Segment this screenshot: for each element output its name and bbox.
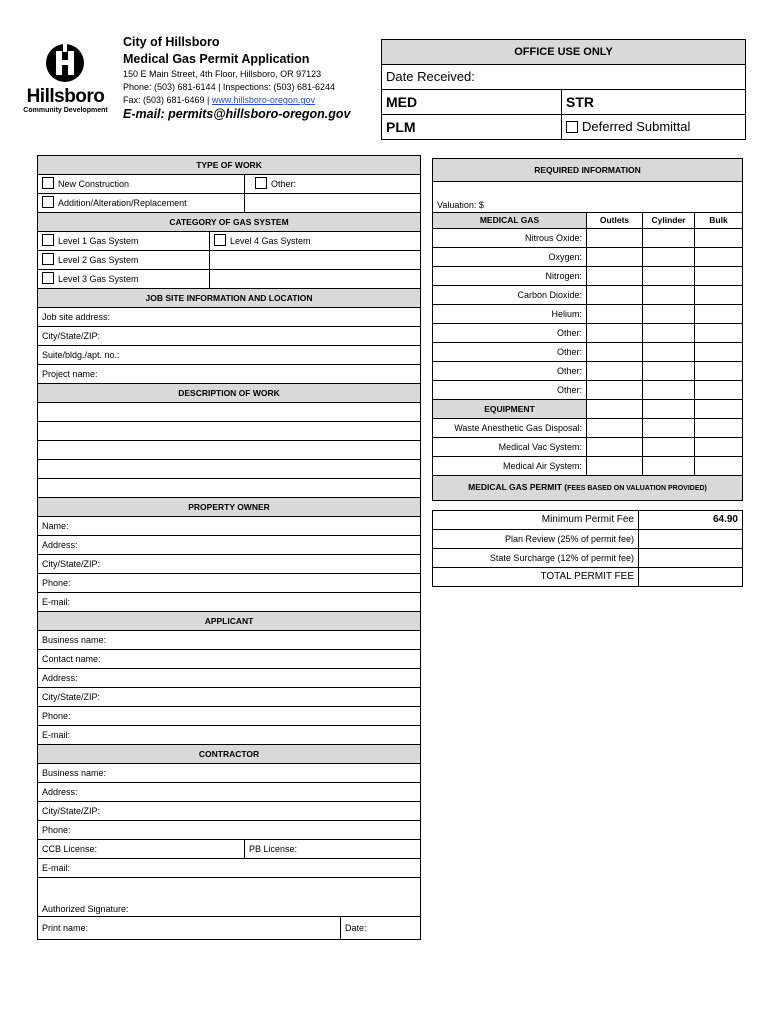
outlets-input[interactable] bbox=[587, 324, 643, 343]
bulk-input[interactable] bbox=[695, 457, 743, 476]
owner-name-field[interactable]: Name: bbox=[38, 517, 421, 536]
cylinder-input[interactable] bbox=[643, 286, 695, 305]
deferred-checkbox[interactable] bbox=[566, 121, 578, 133]
description-line[interactable] bbox=[38, 422, 421, 441]
addition-option[interactable] bbox=[38, 194, 245, 213]
type-of-work-title: TYPE OF WORK bbox=[38, 156, 421, 175]
outlets-input[interactable] bbox=[587, 248, 643, 267]
plan-review-label: Plan Review (25% of permit fee) bbox=[433, 530, 639, 549]
office-use-title: OFFICE USE ONLY bbox=[382, 40, 746, 65]
org-name: City of Hillsboro bbox=[123, 35, 220, 49]
outlets-input[interactable] bbox=[587, 305, 643, 324]
logo-subtitle: Community Development bbox=[23, 107, 108, 114]
plm-field[interactable]: PLM bbox=[382, 115, 562, 140]
bulk-input[interactable] bbox=[695, 419, 743, 438]
cylinder-input[interactable] bbox=[643, 343, 695, 362]
gas-nitrous-oxide-label: Nitrous Oxide: bbox=[433, 229, 587, 248]
print-name-field[interactable]: Print name: bbox=[38, 917, 341, 940]
applicant-email-field[interactable]: E-mail: bbox=[38, 726, 421, 745]
header-text bbox=[123, 34, 378, 121]
medical-gas-header: MEDICAL GAS bbox=[433, 213, 587, 229]
other-option[interactable] bbox=[245, 175, 421, 194]
permit-title-note: FEES BASED ON VALUATION PROVIDED) bbox=[567, 485, 707, 492]
outlets-input[interactable] bbox=[587, 343, 643, 362]
cylinder-header: Cylinder bbox=[643, 213, 695, 229]
contractor-business-field[interactable]: Business name: bbox=[38, 764, 421, 783]
med-field[interactable]: MED bbox=[382, 90, 562, 115]
applicant-city-field[interactable]: City/State/ZIP: bbox=[38, 688, 421, 707]
signature-field[interactable] bbox=[38, 878, 421, 917]
job-site-title: JOB SITE INFORMATION AND LOCATION bbox=[38, 289, 421, 308]
contractor-email-field[interactable]: E-mail: bbox=[38, 859, 421, 878]
deferred-label: Deferred Submittal bbox=[582, 119, 691, 134]
addition-checkbox[interactable] bbox=[42, 196, 54, 208]
cylinder-input[interactable] bbox=[643, 324, 695, 343]
ccb-license-field[interactable]: CCB License: bbox=[38, 840, 245, 859]
owner-address-field[interactable]: Address: bbox=[38, 536, 421, 555]
equipment-wagd-label: Waste Anesthetic Gas Disposal: bbox=[433, 419, 587, 438]
cylinder-input[interactable] bbox=[643, 305, 695, 324]
bulk-input[interactable] bbox=[695, 267, 743, 286]
description-line[interactable] bbox=[38, 460, 421, 479]
cylinder-input[interactable] bbox=[643, 267, 695, 286]
applicant-title: APPLICANT bbox=[38, 612, 421, 631]
fax-line bbox=[123, 94, 378, 107]
bulk-input[interactable] bbox=[695, 286, 743, 305]
category-title: CATEGORY OF GAS SYSTEM bbox=[38, 213, 421, 232]
gas-nitrogen-label: Nitrogen: bbox=[433, 267, 587, 286]
equipment-header: EQUIPMENT bbox=[433, 400, 587, 419]
level2-checkbox[interactable] bbox=[42, 253, 54, 265]
level1-checkbox[interactable] bbox=[42, 234, 54, 246]
outlets-input[interactable] bbox=[587, 419, 643, 438]
outlets-input[interactable] bbox=[587, 457, 643, 476]
gas-other-label: Other: bbox=[433, 381, 587, 400]
total-fee-label: TOTAL PERMIT FEE bbox=[433, 568, 639, 587]
blank-cell bbox=[643, 400, 695, 419]
cylinder-input[interactable] bbox=[643, 362, 695, 381]
gas-other-label: Other: bbox=[433, 324, 587, 343]
applicant-phone-field[interactable]: Phone: bbox=[38, 707, 421, 726]
date-received-field[interactable]: Date Received: bbox=[382, 65, 746, 90]
hillsboro-logo-icon bbox=[18, 42, 113, 87]
description-line[interactable] bbox=[38, 403, 421, 422]
blank-cell bbox=[210, 251, 421, 270]
min-fee-value: 64.90 bbox=[639, 511, 743, 530]
plan-review-value[interactable] bbox=[639, 530, 743, 549]
outlets-input[interactable] bbox=[587, 381, 643, 400]
bulk-input[interactable] bbox=[695, 229, 743, 248]
fee-table bbox=[432, 510, 743, 587]
applicant-business-field[interactable]: Business name: bbox=[38, 631, 421, 650]
bulk-input[interactable] bbox=[695, 438, 743, 457]
new-construction-label: New Construction bbox=[58, 179, 130, 189]
email: E-mail: permits@hillsboro-oregon.gov bbox=[123, 107, 351, 121]
new-construction-option[interactable] bbox=[38, 175, 245, 194]
owner-city-field[interactable]: City/State/ZIP: bbox=[38, 555, 421, 574]
permit-title bbox=[433, 476, 743, 501]
gas-other-label: Other: bbox=[433, 362, 587, 381]
bulk-input[interactable] bbox=[695, 343, 743, 362]
description-line[interactable] bbox=[38, 479, 421, 498]
outlets-input[interactable] bbox=[587, 438, 643, 457]
job-site-city-field[interactable]: City/State/ZIP: bbox=[38, 327, 421, 346]
cylinder-input[interactable] bbox=[643, 419, 695, 438]
job-site-suite-field[interactable]: Suite/bldg./apt. no.: bbox=[38, 346, 421, 365]
description-title: DESCRIPTION OF WORK bbox=[38, 384, 421, 403]
bulk-input[interactable] bbox=[695, 324, 743, 343]
bulk-input[interactable] bbox=[695, 362, 743, 381]
level4-checkbox[interactable] bbox=[214, 234, 226, 246]
address: 150 E Main Street, 4th Floor, Hillsboro, OR 97123 bbox=[123, 69, 322, 79]
permit-title-main: MEDICAL GAS PERMIT ( bbox=[468, 482, 568, 492]
gas-oxygen-label: Oxygen: bbox=[433, 248, 587, 267]
description-line[interactable] bbox=[38, 441, 421, 460]
new-construction-checkbox[interactable] bbox=[42, 177, 54, 189]
level1-label: Level 1 Gas System bbox=[58, 236, 139, 246]
fax: Fax: (503) 681-6469 | bbox=[123, 95, 210, 105]
valuation-field[interactable] bbox=[433, 182, 743, 213]
other-input[interactable] bbox=[245, 194, 421, 213]
min-fee-label: Minimum Permit Fee bbox=[433, 511, 639, 530]
level4-option[interactable] bbox=[210, 232, 421, 251]
level2-label: Level 2 Gas System bbox=[58, 255, 139, 265]
level3-checkbox[interactable] bbox=[42, 272, 54, 284]
equipment-air-label: Medical Air System: bbox=[433, 457, 587, 476]
blank-cell bbox=[210, 270, 421, 289]
gas-other-label: Other: bbox=[433, 343, 587, 362]
bulk-input[interactable] bbox=[695, 248, 743, 267]
str-field[interactable]: STR bbox=[562, 90, 746, 115]
logo bbox=[18, 42, 113, 122]
level4-label: Level 4 Gas System bbox=[230, 236, 311, 246]
left-form bbox=[37, 155, 421, 940]
owner-title: PROPERTY OWNER bbox=[38, 498, 421, 517]
deferred-submittal[interactable] bbox=[562, 115, 746, 140]
office-use-table bbox=[381, 39, 746, 140]
signature-label: Authorized Signature: bbox=[42, 904, 129, 914]
outlets-input[interactable] bbox=[587, 267, 643, 286]
project-name-field[interactable]: Project name: bbox=[38, 365, 421, 384]
level3-label: Level 3 Gas System bbox=[58, 274, 139, 284]
phone: Phone: (503) 681-6144 | Inspections: (503) 681-6244 bbox=[123, 82, 335, 92]
page-title: Medical Gas Permit Application bbox=[123, 52, 310, 66]
blank-cell bbox=[695, 400, 743, 419]
outlets-header: Outlets bbox=[587, 213, 643, 229]
level1-option[interactable] bbox=[38, 232, 210, 251]
other-label: Other: bbox=[271, 179, 297, 189]
cylinder-input[interactable] bbox=[643, 381, 695, 400]
surcharge-value[interactable] bbox=[639, 549, 743, 568]
contractor-address-field[interactable]: Address: bbox=[38, 783, 421, 802]
outlets-input[interactable] bbox=[587, 286, 643, 305]
applicant-address-field[interactable]: Address: bbox=[38, 669, 421, 688]
bulk-header: Bulk bbox=[695, 213, 743, 229]
contractor-title: CONTRACTOR bbox=[38, 745, 421, 764]
pb-license-field[interactable]: PB License: bbox=[245, 840, 421, 859]
level2-option[interactable] bbox=[38, 251, 210, 270]
owner-email-field[interactable]: E-mail: bbox=[38, 593, 421, 612]
other-checkbox[interactable] bbox=[255, 177, 267, 189]
right-form bbox=[432, 158, 743, 501]
bulk-input[interactable] bbox=[695, 381, 743, 400]
applicant-contact-field[interactable]: Contact name: bbox=[38, 650, 421, 669]
gas-helium-label: Helium: bbox=[433, 305, 587, 324]
cylinder-input[interactable] bbox=[643, 438, 695, 457]
total-fee-value[interactable] bbox=[639, 568, 743, 587]
required-info-title: REQUIRED INFORMATION bbox=[433, 159, 743, 182]
date-field[interactable]: Date: bbox=[341, 917, 421, 940]
job-site-address-field[interactable]: Job site address: bbox=[38, 308, 421, 327]
outlets-input[interactable] bbox=[587, 229, 643, 248]
website-link[interactable]: www.hillsboro-oregon.gov bbox=[211, 95, 315, 105]
gas-carbon-dioxide-label: Carbon Dioxide: bbox=[433, 286, 587, 305]
outlets-input[interactable] bbox=[587, 362, 643, 381]
cylinder-input[interactable] bbox=[643, 229, 695, 248]
level3-option[interactable] bbox=[38, 270, 210, 289]
contractor-city-field[interactable]: City/State/ZIP: bbox=[38, 802, 421, 821]
owner-phone-field[interactable]: Phone: bbox=[38, 574, 421, 593]
contractor-phone-field[interactable]: Phone: bbox=[38, 821, 421, 840]
cylinder-input[interactable] bbox=[643, 457, 695, 476]
valuation-label: Valuation: $ bbox=[437, 200, 484, 210]
addition-label: Addition/Alteration/Replacement bbox=[58, 198, 187, 208]
blank-cell bbox=[587, 400, 643, 419]
cylinder-input[interactable] bbox=[643, 248, 695, 267]
equipment-vac-label: Medical Vac System: bbox=[433, 438, 587, 457]
bulk-input[interactable] bbox=[695, 305, 743, 324]
logo-text: Hillsboro bbox=[26, 86, 105, 107]
surcharge-label: State Surcharge (12% of permit fee) bbox=[433, 549, 639, 568]
